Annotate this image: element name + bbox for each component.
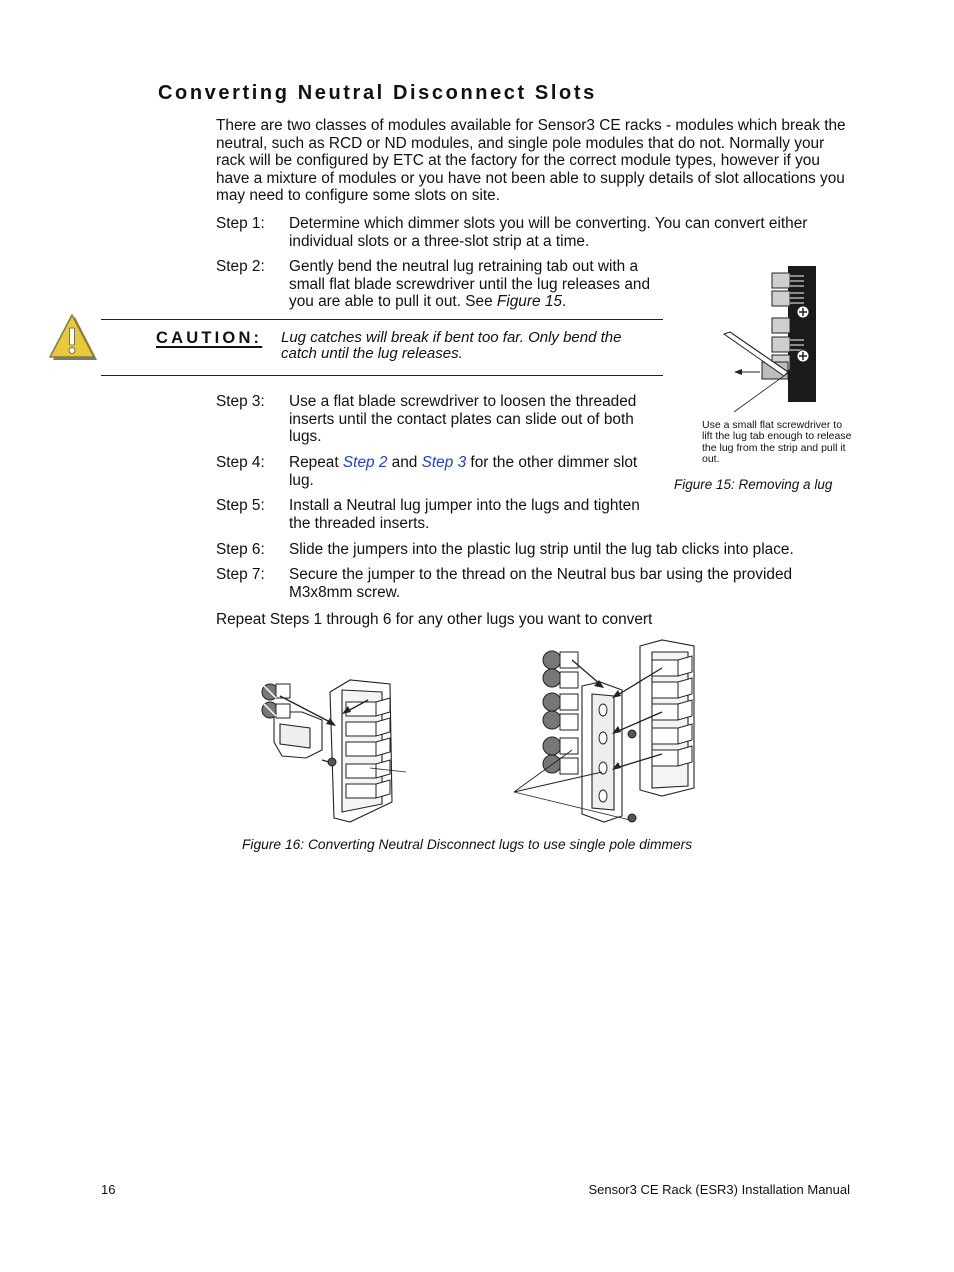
caution-top-rule [101,319,663,320]
caution-bottom-rule [101,375,663,376]
figure-15-caption: Figure 15: Removing a lug [674,477,833,492]
caution-text: Lug catches will break if bent too far. Only bend the catch until the lug releases. [281,329,622,363]
step-text-part: and [387,454,422,471]
step-text-part: for the other dimmer slot lug. [289,454,638,489]
step-label: Step 3: [216,393,265,410]
step-text: Secure the jumper to the thread on the Neutral bus bar using the provided M3x8mm screw. [289,566,793,601]
step-label: Step 4: [216,454,265,471]
intro-paragraph: There are two classes of modules available for Sensor3 CE racks - modules which break the neutral, such as RCD or ND modules, and single pole modules that do not. Normally your rack will be configured by ETC at the factory for the correct module types, however if you have a mixture of modules or you have not been able to supply details of slot allocations you may need to configure some slots on site. [216,117,846,205]
step-label: Step 1: [216,215,265,232]
step-text [289,258,661,311]
step-text: Determine which dimmer slots you will be converting. You can convert either individual slots or a three-slot strip at a time. [289,215,808,250]
step-text-part: . [561,293,567,311]
step-3-link[interactable]: Step 3 [421,454,467,471]
step-text-part: Repeat [289,454,343,471]
figure-16-right-illustration [512,638,702,828]
warning-triangle-icon [48,314,98,362]
figure-15-illustration [720,262,830,412]
step-label: Step 2: [216,258,265,275]
step-label: Step 6: [216,541,265,558]
step-text: Use a flat blade screwdriver to loosen the threaded inserts until the contact plates can slide out of both lugs. [289,393,637,446]
step-text: Install a Neutral lug jumper into the lugs and tighten the threaded inserts. [289,497,640,532]
figure-reference: Figure 15 [496,293,562,311]
manual-title: Sensor3 CE Rack (ESR3) Installation Manual [588,1182,850,1197]
caution-title: CAUTION: [156,329,263,347]
step-2-link[interactable]: Step 2 [342,454,388,471]
figure-15-note: Use a small flat screwdriver to lift the lug tab enough to release the lug from the strip and pull it out. [702,419,852,466]
step-label: Step 5: [216,497,265,514]
figure-16-caption: Figure 16: Converting Neutral Disconnect lugs to use single pole dimmers [242,837,693,852]
section-heading: Converting Neutral Disconnect Slots [158,82,597,104]
step-label: Step 7: [216,566,265,583]
step-text: Slide the jumpers into the plastic lug strip until the lug tab clicks into place. [289,541,794,558]
step-text-part: Gently bend the neutral lug retraining tab out with a small flat blade screwdriver until the lug releases and you are able to pull it out. See [289,258,651,311]
repeat-instruction: Repeat Steps 1 through 6 for any other lugs you want to convert [216,611,653,628]
page-number: 16 [101,1182,116,1197]
step-text [289,454,661,489]
figure-16-left-illustration [250,672,410,832]
